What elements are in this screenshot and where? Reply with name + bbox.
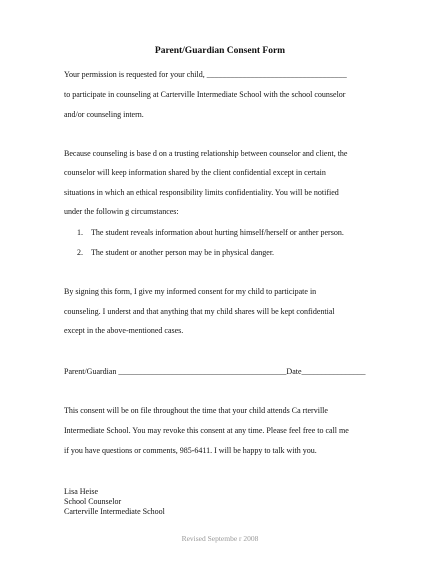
trust-paragraph-line-4: under the followin g circumstances:	[64, 207, 179, 216]
consent-paragraph-line-1: By signing this form, I give my informed consent for my child to participate in	[64, 287, 317, 296]
list-item	[77, 248, 274, 258]
signer-role: School Counselor	[64, 497, 122, 506]
consent-paragraph-line-3: except in the above-mentioned cases.	[64, 326, 184, 335]
trust-paragraph-line-2: counselor will keep information shared by the client confidential except in certain	[64, 168, 326, 177]
file-paragraph-line-2: Intermediate School. You may revoke this consent at any time. Please feel free to call me	[64, 426, 349, 435]
signer-name: Lisa Heise	[64, 487, 98, 496]
list-item-number: 2.	[77, 248, 83, 257]
signature-date-line: Parent/Guardian __________________________________________Date________________	[64, 367, 366, 376]
revision-footer: Revised Septembe r 2008	[181, 534, 259, 543]
trust-paragraph-line-1: Because counseling is base d on a trusting relationship between counselor and client, the	[64, 149, 348, 158]
participation-line: to participate in counseling at Carterville Intermediate School with the school counselor	[64, 90, 346, 99]
file-paragraph-line-3: if you have questions or comments, 985-6411. I will be happy to talk with you.	[64, 446, 317, 455]
trust-paragraph-line-3: situations in which an ethical responsibility limits confidentiality. You will be notified	[64, 188, 339, 197]
consent-paragraph-line-2: counseling. I underst and that anything that my child shares will be kept confidential	[64, 307, 335, 316]
signer-school: Carterville Intermediate School	[64, 507, 165, 516]
list-item-number: 1.	[77, 228, 83, 237]
list-item-text: The student or another person may be in physical danger.	[91, 248, 275, 257]
list-item	[77, 228, 344, 238]
file-paragraph-line-1: This consent will be on file throughout the time that your child attends Ca rterville	[64, 406, 328, 415]
form-title: Parent/Guardian Consent Form	[154, 46, 286, 56]
permission-line: Your permission is requested for your child, ___________________________________	[64, 70, 347, 79]
intern-line: and/or counseling intern.	[64, 110, 144, 119]
list-item-text: The student reveals information about hurting himself/herself or anther person.	[91, 228, 344, 237]
